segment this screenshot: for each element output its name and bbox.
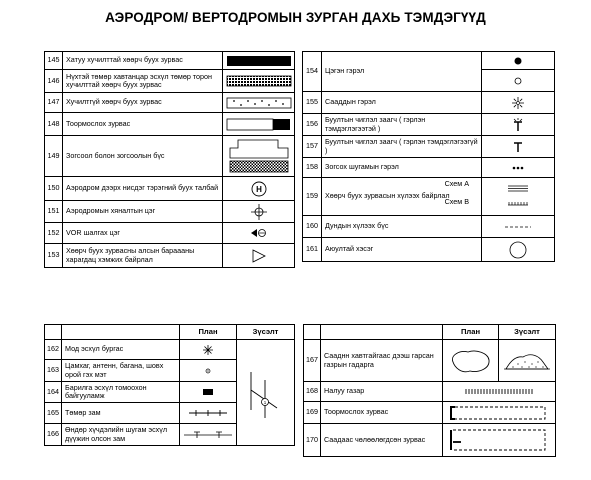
terrain-profile-icon <box>499 340 556 382</box>
row-label: VOR шалгах цэг <box>63 223 223 244</box>
stopway-icon <box>223 113 295 136</box>
row-number: 158 <box>303 158 322 178</box>
stopway-profile-icon <box>443 402 556 424</box>
building-icon <box>180 382 237 403</box>
helipad-icon <box>223 177 295 201</box>
obstruction-light-icon <box>482 92 555 114</box>
row-number: 149 <box>45 136 63 177</box>
row-label: Буултын чиглэл заагч ( гэрлэн тэмдэглэгээтэй ) <box>322 114 482 136</box>
row-label: Саадаас чөлөөлөгдсөн зурвас <box>321 424 443 457</box>
reference-point-icon <box>223 201 295 223</box>
point-light-icon <box>482 52 555 70</box>
svg-text:1: 1 <box>263 400 266 405</box>
row-label: Сааднн хавтгайгаас дээш гарсан газрын гадарга <box>321 340 443 382</box>
vor-checkpoint-icon <box>223 223 295 244</box>
row-label: Хатуу хучилттай хөөрч буух зурвас <box>63 52 223 70</box>
row-number: 169 <box>304 402 321 424</box>
aerodrome-symbols-table-2 <box>302 51 555 262</box>
blank-header-cell <box>45 325 62 340</box>
row-label-cell <box>322 178 482 216</box>
lighted-landing-direction-icon <box>482 114 555 136</box>
row-number: 147 <box>45 93 63 113</box>
page-title: АЭРОДРОМ/ ВЕРТОДРОМЫН ЗУРГАН ДАХЬ ТЭМДЭГҮҮД <box>105 10 486 25</box>
unpaved-runway-icon <box>223 93 295 113</box>
tower-icon <box>180 360 237 382</box>
blank-header-cell <box>62 325 180 340</box>
holding-position-icon <box>482 178 555 216</box>
row-label: Өндөр хүчдэлийн шугам эсхүл дүүжин олсон зам <box>62 424 180 446</box>
obstacle-symbols-table <box>44 324 295 446</box>
point-light-outline-icon <box>482 70 555 92</box>
row-label: Зогсоол болон зогсоолын бүс <box>63 136 223 177</box>
row-label: Мод эсхүл бургас <box>62 340 180 360</box>
row-number: 168 <box>304 382 321 402</box>
blank-header-cell <box>304 325 321 340</box>
row-label: Цэгэн гэрэл <box>322 52 482 92</box>
row-number: 170 <box>304 424 321 457</box>
railway-icon <box>180 403 237 424</box>
row-number: 145 <box>45 52 63 70</box>
row-number: 154 <box>303 52 322 92</box>
intermediate-holding-icon <box>482 216 555 238</box>
row-number: 166 <box>45 424 62 446</box>
row-number: 161 <box>303 238 322 262</box>
unlighted-landing-direction-icon <box>482 136 555 158</box>
row-label: Налуу газар <box>321 382 443 402</box>
row-label: Зогсох шугамын гэрэл <box>322 158 482 178</box>
blank-header-cell <box>321 325 443 340</box>
solid-runway-icon <box>223 52 295 70</box>
terrain-icon <box>443 340 499 382</box>
row-label: Барилга эсхүл томоохон байгууламж <box>62 382 180 403</box>
row-number: 162 <box>45 340 62 360</box>
apron-icon <box>223 136 295 177</box>
clearway-icon <box>443 424 556 457</box>
row-label: Аэродром дээрх нисдэг тэрэгний буух талбай <box>63 177 223 201</box>
row-number: 167 <box>304 340 321 382</box>
row-number: 157 <box>303 136 322 158</box>
row-number: 159 <box>303 178 322 216</box>
power-line-icon <box>180 424 237 446</box>
row-label: Хөөрч буух зурвасны алсын бараааны харагдац хэмжих байрлал <box>63 244 223 268</box>
row-number: 150 <box>45 177 63 201</box>
row-number: 148 <box>45 113 63 136</box>
profile-obstacle-icon <box>237 340 295 446</box>
plan-header: План <box>443 325 499 340</box>
row-number: 164 <box>45 382 62 403</box>
row-label: Тоормослох зурвас <box>63 113 223 136</box>
row-number: 146 <box>45 70 63 93</box>
row-label: Цамхаг, антенн, багана, шовх орой гэх мэт <box>62 360 180 382</box>
row-label: Аэродромын хяналтын цэг <box>63 201 223 223</box>
schema-a-label: Схем А <box>444 179 469 188</box>
row-label: Хөөрч буух зурвасын хүлээх байрлал <box>325 191 450 201</box>
profile-header: Зүсэлт <box>499 325 556 340</box>
row-number: 163 <box>45 360 62 382</box>
row-label: Хучилтгүй хөөрч буух зурвас <box>63 93 223 113</box>
row-number: 165 <box>45 403 62 424</box>
perforated-plate-runway-icon <box>223 70 295 93</box>
row-label: Нүхтэй төмөр хавтанцар эсхүл төмөр торон хучилттай хөөрч буух зурвас <box>63 70 223 93</box>
rvr-site-icon <box>223 244 295 268</box>
tree-icon <box>180 340 237 360</box>
row-label: Буултын чиглэл заагч ( гэрлэн тэмдэглэгээгүй ) <box>322 136 482 158</box>
row-number: 156 <box>303 114 322 136</box>
row-number: 153 <box>45 244 63 268</box>
row-label: Сааддын гэрэл <box>322 92 482 114</box>
row-number: 151 <box>45 201 63 223</box>
row-label: Аюултай хэсэг <box>322 238 482 262</box>
row-label: Дундын хүлээх бүс <box>322 216 482 238</box>
profile-header: Зүсэлт <box>237 325 295 340</box>
svg-text:H: H <box>255 184 262 194</box>
schema-b-label: Схем В <box>444 197 469 206</box>
row-number: 152 <box>45 223 63 244</box>
stop-bar-icon <box>482 158 555 178</box>
row-label: Тоормослох зурвас <box>321 402 443 424</box>
slope-icon <box>443 382 556 402</box>
aerodrome-symbols-table-1 <box>44 51 295 268</box>
row-number: 160 <box>303 216 322 238</box>
plan-header: План <box>180 325 237 340</box>
row-number: 155 <box>303 92 322 114</box>
hot-spot-icon <box>482 238 555 262</box>
row-label: Төмөр зам <box>62 403 180 424</box>
terrain-symbols-table <box>303 324 556 457</box>
